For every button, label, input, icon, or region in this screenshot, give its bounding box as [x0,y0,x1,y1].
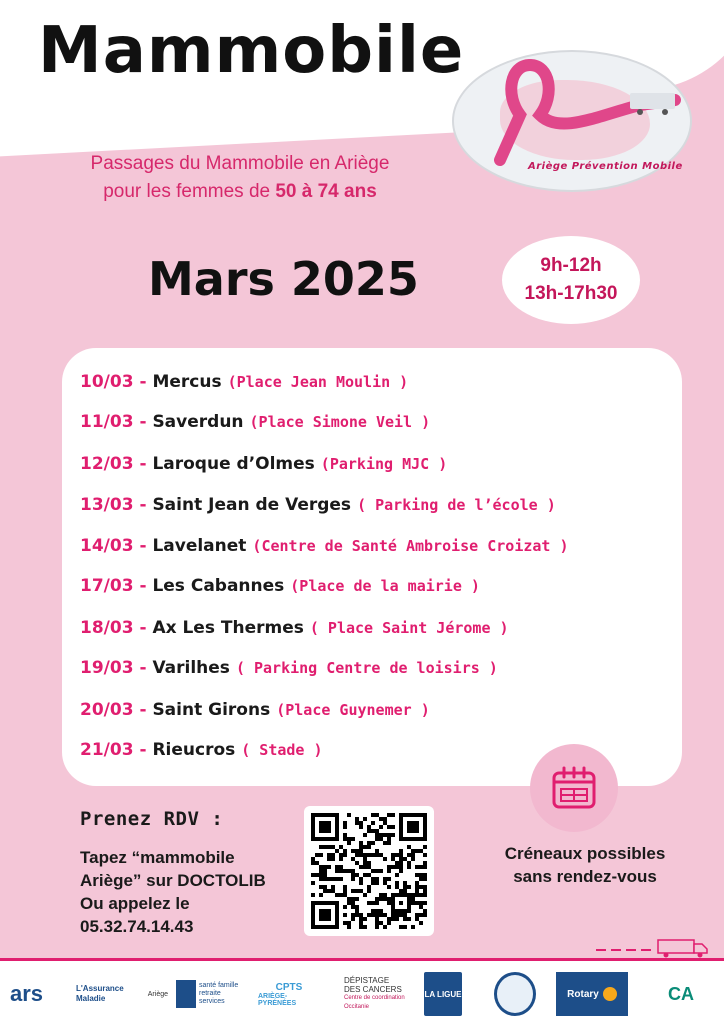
depistage-line-3: Centre de coordination [344,995,405,1001]
qr-code[interactable] [311,813,427,929]
rotary-logo [556,972,628,1016]
schedule-row [80,740,323,770]
pink-ribbon-icon [470,55,690,175]
schedule-city: Saverdun [152,412,244,432]
schedule-city: Saint Girons [152,700,271,720]
schedule-city: Laroque d’Olmes [152,454,315,474]
schedule-row [80,495,556,525]
walk-in-line-1: Créneaux possibles [504,844,666,863]
schedule-row [80,618,509,648]
schedule-place: (Place Jean Moulin ) [227,373,409,391]
truck-icon [596,938,716,958]
schedule-row [80,700,430,730]
schedule-date: 11/03 [80,412,134,432]
subtitle-line-2 [40,178,440,206]
schedule-city: Varilhes [152,658,230,678]
schedule-row [80,454,447,484]
schedule-date: 17/03 [80,576,134,596]
rdv-instructions [80,846,310,938]
schedule-row [80,372,408,402]
cpts-sub: ARIÈGE-PYRÉNÉES [258,992,297,1007]
rdv-line-2: Ariège” sur DOCTOLIB [80,871,266,890]
depistage-line-2: DES CANCERS [344,985,402,994]
credit-agricole-text: CA [668,983,694,1004]
schedule-separator: - [133,412,153,432]
schedule-separator: - [133,740,153,760]
schedule-place: (Place de la mairie ) [290,577,480,595]
schedule-separator: - [133,454,153,474]
cpts-text: CPTS [275,981,303,993]
rdv-line-3: Ou appelez le [80,894,190,913]
schedule-date: 14/03 [80,536,134,556]
schedule-date: 20/03 [80,700,134,720]
depistage-line-1: DÉPISTAGE [344,976,390,985]
schedule-city: Mercus [152,372,222,392]
hours-morning: 9h-12h [540,255,602,276]
schedule-place: ( Place Saint Jérome ) [309,619,509,637]
subtitle-line-1: Passages du Mammobile en Ariège [90,153,390,174]
ars-logo-text: ars [10,981,44,1006]
rdv-line-1: Tapez “mammobile [80,848,235,867]
msa-logo [176,972,242,1016]
schedule-row [80,576,480,606]
schedule-date: 12/03 [80,454,134,474]
schedule-place: (Place Guynemer ) [276,701,430,719]
la-ligue-logo [424,972,462,1016]
schedule-separator: - [133,576,153,596]
schedule-place: (Parking MJC ) [320,455,448,473]
logo-text: Ariège Prévention Mobile [528,161,683,172]
schedule-separator: - [133,700,153,720]
la-ligue-text: LA LIGUE [424,989,462,999]
schedule-city: Rieucros [152,740,236,760]
credit-agricole-logo [650,972,712,1016]
schedule-row [80,536,569,566]
cpts-logo [258,972,320,1016]
depistage-line-4: Occitanie [344,1004,370,1010]
schedule-city: Lavelanet [152,536,247,556]
schedule-city: Les Cabannes [152,576,285,596]
schedule-place: ( Parking Centre de loisirs ) [235,659,498,677]
subtitle-prefix: pour les femmes de [103,181,276,202]
rdv-title: Prenez RDV : [80,808,224,830]
schedule-place: (Place Simone Veil ) [249,413,431,431]
rdv-phone[interactable]: 05.32.74.14.43 [80,917,194,936]
schedule-place: ( Stade ) [241,741,323,759]
assurance-maladie-text: L'Assurance Maladie [76,984,124,1003]
schedule-row [80,658,498,688]
msa-text: santé famille retraite services [199,982,239,1005]
assurance-maladie-sub: Ariège [147,990,168,998]
schedule-separator: - [133,618,153,638]
schedule-date: 10/03 [80,372,134,392]
subtitle [40,150,440,206]
schedule-separator: - [133,372,153,392]
month-title: Mars 2025 [148,252,419,306]
hours-afternoon: 13h-17h30 [524,283,618,304]
schedule-date: 18/03 [80,618,134,638]
schedule-place: (Centre de Santé Ambroise Croizat ) [252,537,569,555]
age-range: 50 à 74 ans [275,181,377,202]
schedule-separator: - [133,536,153,556]
hours-badge [502,236,640,324]
soroptimist-logo [494,972,536,1016]
rotary-text: Rotary [567,988,599,1000]
schedule-city: Ax Les Thermes [152,618,304,638]
schedule-row [80,412,430,442]
schedule-separator: - [133,658,153,678]
rotary-wheel-icon [603,987,617,1001]
page-title: Mammobile [38,14,465,88]
depistage-logo [344,972,410,1016]
schedule-date: 13/03 [80,495,134,515]
schedule-date: 19/03 [80,658,134,678]
schedule-date: 21/03 [80,740,134,760]
schedule-city: Saint Jean de Verges [152,495,352,515]
ars-logo [10,972,43,1016]
walk-in-line-2: sans rendez-vous [513,867,657,886]
calendar-icon [549,764,599,814]
soroptimist-emblem-icon [494,972,536,1016]
walk-in-info [470,842,700,888]
assurance-maladie-logo [76,972,168,1016]
msa-mark-icon [176,980,196,1008]
schedule-place: ( Parking de l’école ) [357,496,556,514]
schedule-separator: - [133,495,153,515]
